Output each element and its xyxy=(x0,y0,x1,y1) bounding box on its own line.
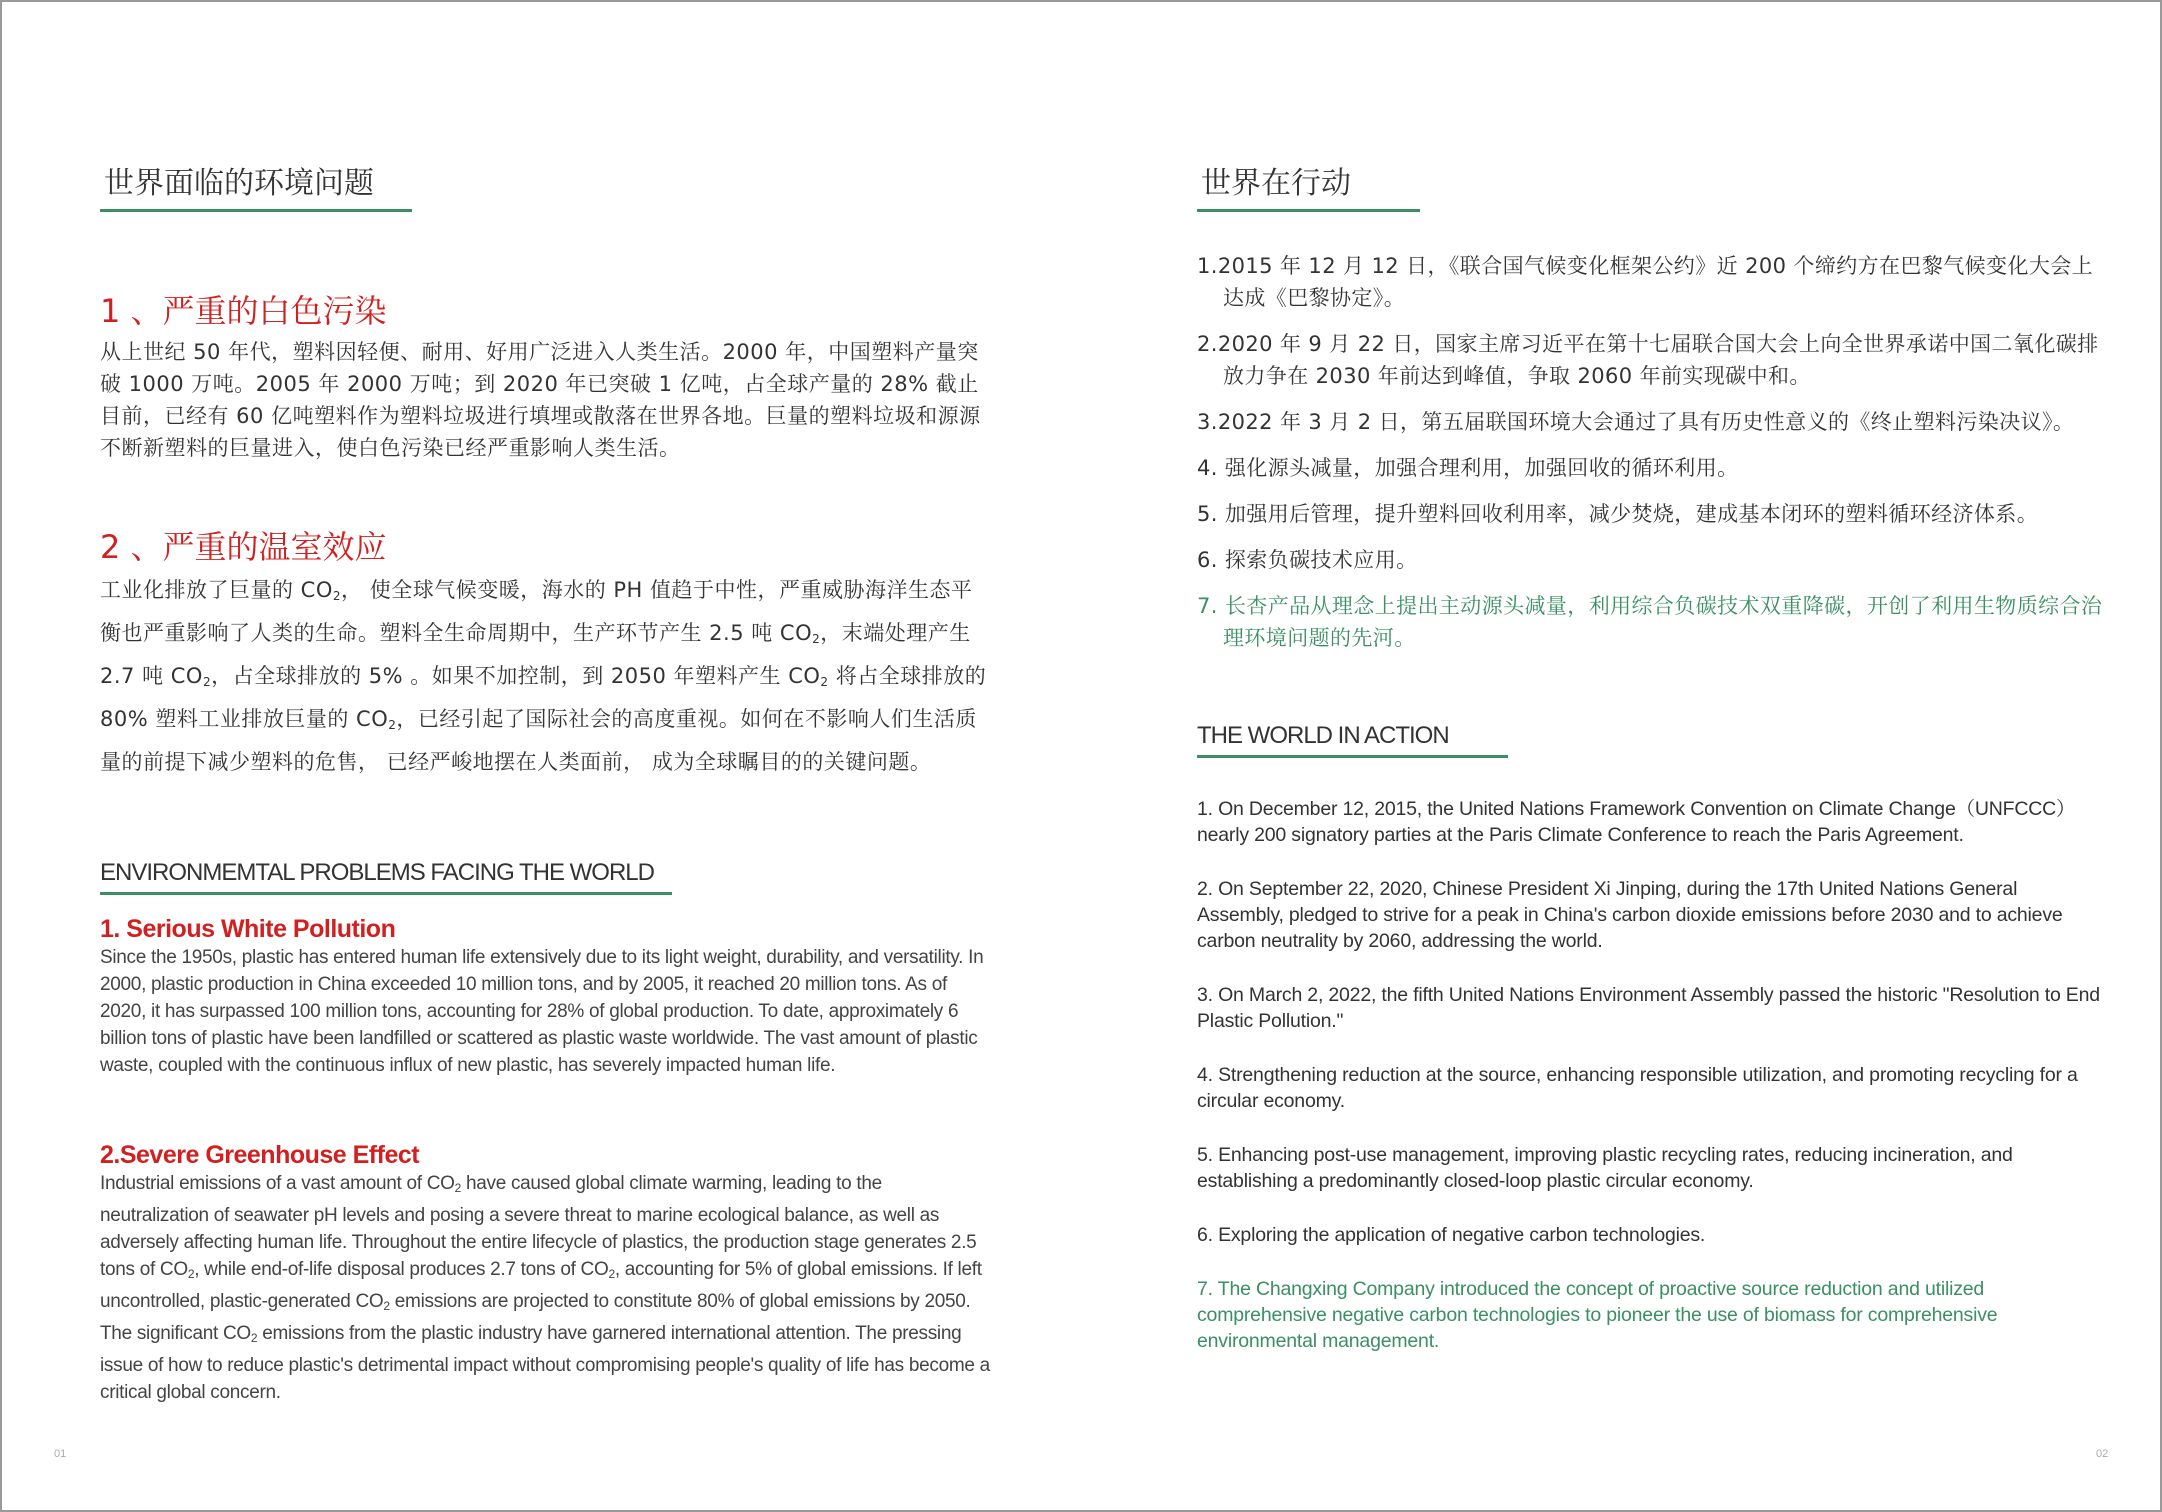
action-list-en xyxy=(1197,796,2107,1354)
list-item: 5. 加强用后管理，提升塑料回收利用率，减少焚烧，建成基本闭环的塑料循环经济体系。 xyxy=(1197,502,2039,526)
left-heading-zh: 世界面临的环境问题 xyxy=(100,150,412,212)
list-item: 2. On September 22, 2020, Chinese President Xi Jinping, during the 17th United Nations General Assembly, pledged to strive for a peak in China's carbon dioxide emissions before 2030 and to achieve carbon neutrality by 2060, addressing the world. xyxy=(1197,878,2063,952)
section2-title-zh: 2 、严重的温室效应 xyxy=(100,528,387,566)
list-item: 4. Strengthening reduction at the source, enhancing responsible utilization, and promoting recycling for a circular economy. xyxy=(1197,1064,2078,1112)
list-item: 6. Exploring the application of negative carbon technologies. xyxy=(1197,1224,1706,1246)
action-list-zh xyxy=(1197,250,2107,654)
section1-body-en: Since the 1950s, plastic has entered human life extensively due to its light weight, durability, and versatility. In 2000, plastic production in China exceeded 10 million tons, and by 2005, it reached 20 million tons. As of 2020, it has surpassed 100 million tons, accounting for 28% of global production. To date, approximately 6 billion tons of plastic have been landfilled or scattered as plastic waste worldwide. The vast amount of plastic waste, coupled with the continuous influx of new plastic, has severely impacted human life. xyxy=(100,947,984,1076)
list-item-highlight: 7. The Changxing Company introduced the concept of proactive source reduction and utilized comprehensive negative carbon technologies to pioneer the use of biomass for comprehensive environmental management. xyxy=(1197,1278,1998,1352)
right-heading-zh: 世界在行动 xyxy=(1197,150,1420,212)
list-item: 3.2022 年 3 月 2 日，第五届联国环境大会通过了具有历史性意义的《终止塑料污染决议》。 xyxy=(1197,410,2075,434)
list-item: 3. On March 2, 2022, the fifth United Nations Environment Assembly passed the historic "Resolution to End Plastic Pollution." xyxy=(1197,984,2100,1032)
list-item: 2.2020 年 9 月 22 日，国家主席习近平在第十七届联合国大会上向全世界承诺中国二氧化碳排放力争在 2030 年前达到峰值，争取 2060 年前实现碳中和。 xyxy=(1197,332,2099,388)
section1-body-zh: 从上世纪 50 年代，塑料因轻便、耐用、好用广泛进入人类生活。2000 年，中国塑料产量突破 1000 万吨。2005 年 2000 万吨；到 2020 年已突破 1 亿吨，占全球产量的 28% 截止目前，已经有 60 亿吨塑料作为塑料垃圾进行填埋或散落在世界各地。巨量的塑料垃圾和源源不断新塑料的巨量进入，使白色污染已经严重影响人类生活。 xyxy=(100,340,981,460)
right-page xyxy=(1197,150,2107,1382)
left-heading-en: ENVIRONMEMTAL PROBLEMS FACING THE WORLD xyxy=(100,859,672,895)
section1-title-en: 1. Serious White Pollution xyxy=(100,915,396,943)
section1-title-zh: 1 、严重的白色污染 xyxy=(100,292,387,330)
list-item-highlight: 7. 长杏产品从理念上提出主动源头减量，利用综合负碳技术双重降碳，开创了利用生物质综合治理环境问题的先河。 xyxy=(1197,594,2103,650)
list-item: 5. Enhancing post-use management, improving plastic recycling rates, reducing incineration, and establishing a predominantly closed-loop plastic circular economy. xyxy=(1197,1144,2013,1192)
page-number-right: 02 xyxy=(2096,1448,2109,1460)
list-item: 1. On December 12, 2015, the United Nations Framework Convention on Climate Change（UNFCCC）nearly 200 signatory parties at the Paris Climate Conference to reach the Paris Agreement. xyxy=(1197,798,2076,846)
section2-title-en: 2.Severe Greenhouse Effect xyxy=(100,1141,420,1169)
right-heading-en: THE WORLD IN ACTION xyxy=(1197,722,1508,758)
left-page xyxy=(100,150,990,1406)
list-item: 4. 强化源头减量，加强合理利用，加强回收的循环利用。 xyxy=(1197,456,1739,480)
list-item: 6. 探索负碳技术应用。 xyxy=(1197,548,1418,572)
list-item: 1.2015 年 12 月 12 日，《联合国气候变化框架公约》近 200 个缔约方在巴黎气候变化大会上达成《巴黎协定》。 xyxy=(1197,254,2094,310)
page-number-left: 01 xyxy=(54,1448,67,1460)
section2-body-en: Industrial emissions of a vast amount of $CO_2$ have caused global climate warming, leading to the neutralization of seawater pH levels and posing a severe threat to marine ecological balance, as well as adversely affecting human life. Throughout the entire lifecycle of plastics, the production stage generates 2.5 tons of $CO_2$, while end-of-life disposal produces 2.7 tons of $CO_2$, accounting for 5% of global emissions. If left uncontrolled, plastic-generated $CO_2$ emissions are projected to constitute 80% of global emissions by 2050. The significant $CO_2$ emissions from the plastic industry have garnered international attention. The pressing issue of how to reduce plastic's detrimental impact without compromising people's quality of life has become a critical global concern. xyxy=(100,1173,990,1403)
section2-body-zh: 工业化排放了巨量的 $CO_2$， 使全球气候变暖，海水的 PH 值趋于中性，严重威胁海洋生态平衡也严重影响了人类的生命。塑料全生命周期中，生产环节产生 2.5 吨 $CO_2$，末端处理产生 2.7 吨 $CO_2$，占全球排放的 5% 。如果不加控制，到 2050 年塑料产生 $CO_2$ 将占全球排放的 80% 塑料工业排放巨量的 $CO_2$，已经引起了国际社会的高度重视。如何在不影响人们生活质量的前提下减少塑料的危售， 已经严峻地摆在人类面前， 成为全球瞩目的的关键问题。 xyxy=(100,578,987,774)
